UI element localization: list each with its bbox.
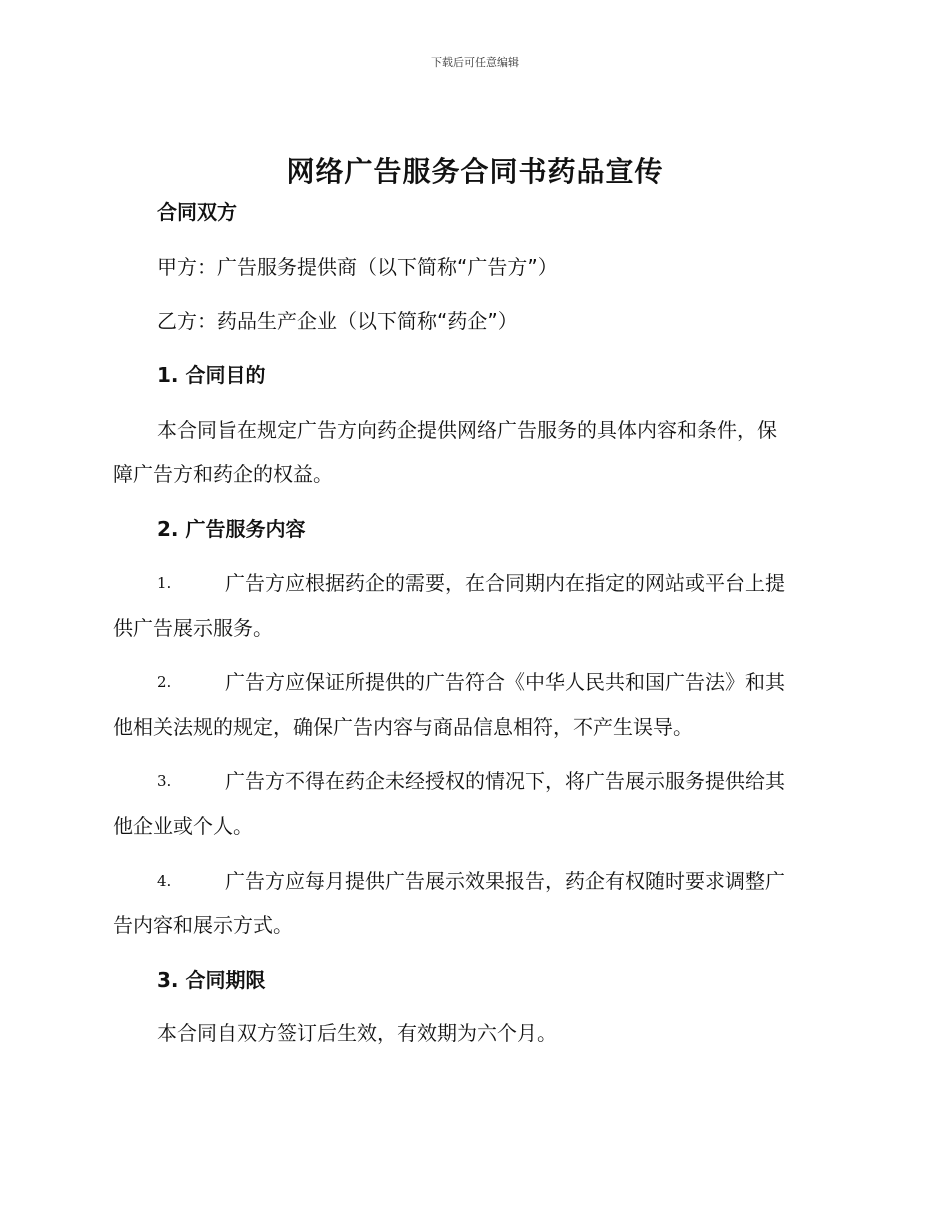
- party-b: 乙方：药品生产企业（以下简称“药企”）: [157, 309, 518, 333]
- parties-heading: 合同双方: [157, 200, 237, 224]
- list-item-number: 2.: [157, 673, 172, 691]
- list-item-number: 1.: [157, 574, 172, 592]
- section2-heading: 2. 广告服务内容: [157, 517, 306, 541]
- list-item-line2: 告内容和展示方式。: [113, 913, 293, 937]
- section3-heading: 3. 合同期限: [157, 968, 266, 992]
- section3-para: 本合同自双方签订后生效，有效期为六个月。: [157, 1021, 557, 1045]
- header-note: 下载后可任意编辑: [431, 56, 519, 69]
- section1-heading: 1. 合同目的: [157, 363, 266, 387]
- section1-para-line2: 障广告方和药企的权益。: [113, 462, 333, 486]
- list-item-line2: 他相关法规的规定，确保广告内容与商品信息相符，不产生误导。: [113, 715, 693, 739]
- list-item-line1: 广告方应根据药企的需要，在合同期内在指定的网站或平台上提: [225, 571, 785, 595]
- document-title: 网络广告服务合同书药品宣传: [286, 155, 664, 188]
- list-item-number: 4.: [157, 872, 172, 890]
- list-item-line1: 广告方不得在药企未经授权的情况下，将广告展示服务提供给其: [225, 769, 785, 793]
- section1-para-line1: 本合同旨在规定广告方向药企提供网络广告服务的具体内容和条件，保: [157, 418, 777, 442]
- list-item-number: 3.: [157, 772, 172, 790]
- list-item-line2: 他企业或个人。: [113, 814, 253, 838]
- list-item-line1: 广告方应每月提供广告展示效果报告，药企有权随时要求调整广: [225, 869, 785, 893]
- list-item-line1: 广告方应保证所提供的广告符合《中华人民共和国广告法》和其: [225, 670, 785, 694]
- list-item-line2: 供广告展示服务。: [113, 616, 273, 640]
- party-a: 甲方：广告服务提供商（以下简称“广告方”）: [157, 255, 558, 279]
